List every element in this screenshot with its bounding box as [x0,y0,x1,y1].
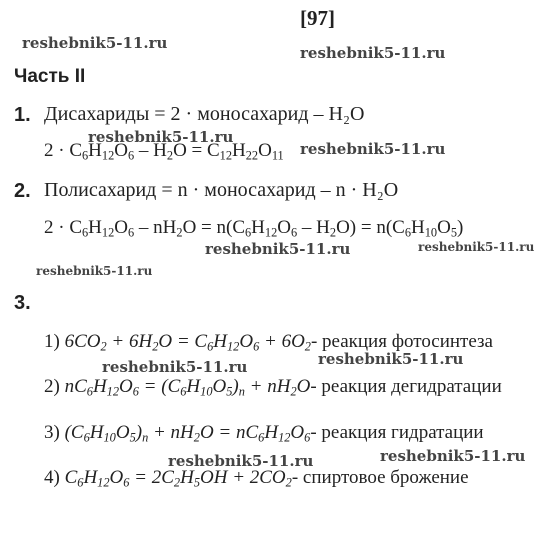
reaction-index: 2) [44,376,60,397]
watermark: reshebnik5-11.ru [22,34,168,52]
item-number: 2. [14,180,31,202]
reaction-fermentation: 4) $C_6H_{12}O_6 = 2C_2H_5OH + 2CO_2-$ спиртовое брожение [44,467,469,490]
reaction-description: - спиртовое брожение [291,467,469,488]
watermark: reshebnik5-11.ru [380,447,526,465]
watermark: reshebnik5-11.ru [88,128,234,146]
watermark: reshebnik5-11.ru [205,240,351,258]
equation-disaccharide: $2 \cdot C_6H_{12}O_6 - H_2O = C_{12}H_{22}O_{11}$ [44,140,284,163]
watermark: reshebnik5-11.ru [36,264,153,278]
reaction-hydration: 3) $(C_6H_{10}O_5)_n + nH_2O = nC_6H_{12}O_6-$ реакция гидратации [44,422,484,445]
page-number: [97] [300,6,335,30]
reaction-description: - реакция фотосинтеза [310,331,493,352]
item-number: 3. [14,292,31,314]
watermark: reshebnik5-11.ru [102,358,248,376]
watermark: reshebnik5-11.ru [418,240,535,254]
reaction-description: - реакция дегидратации [310,376,502,397]
section-title: Часть II [14,66,86,87]
reaction-index: 4) [44,467,60,488]
reaction-description: - реакция гидратации [310,422,484,443]
watermark: reshebnik5-11.ru [300,140,446,158]
reaction-dehydration: 2) $nC_6H_{12}O_6 = (C_6H_{10}O_5)_n + nH_2O-$ реакция дегидратации [44,376,502,399]
watermark: reshebnik5-11.ru [300,44,446,62]
reaction-index: 1) [44,331,60,352]
watermark: reshebnik5-11.ru [318,350,464,368]
item-number: 1. [14,104,31,126]
reaction-photosynthesis: 1) $6CO_2 + 6H_2O = C_6H_{12}O_6 + 6O_2-$ реакция фотосинтеза [44,331,493,354]
reaction-index: 3) [44,422,60,443]
item-definition: Дисахариды = 2 · моносахарид – H₂O [44,103,365,125]
equation-polysaccharide: $2 \cdot C_6H_{12}O_6 - nH_2O = n(C_6H_{12}O_6 - H_2O) = n(C_6H_{10}O_5)$ [44,217,464,240]
watermark: reshebnik5-11.ru [168,452,314,470]
item-definition: Полисахарид = n · моносахарид – n · H₂O [44,179,399,201]
